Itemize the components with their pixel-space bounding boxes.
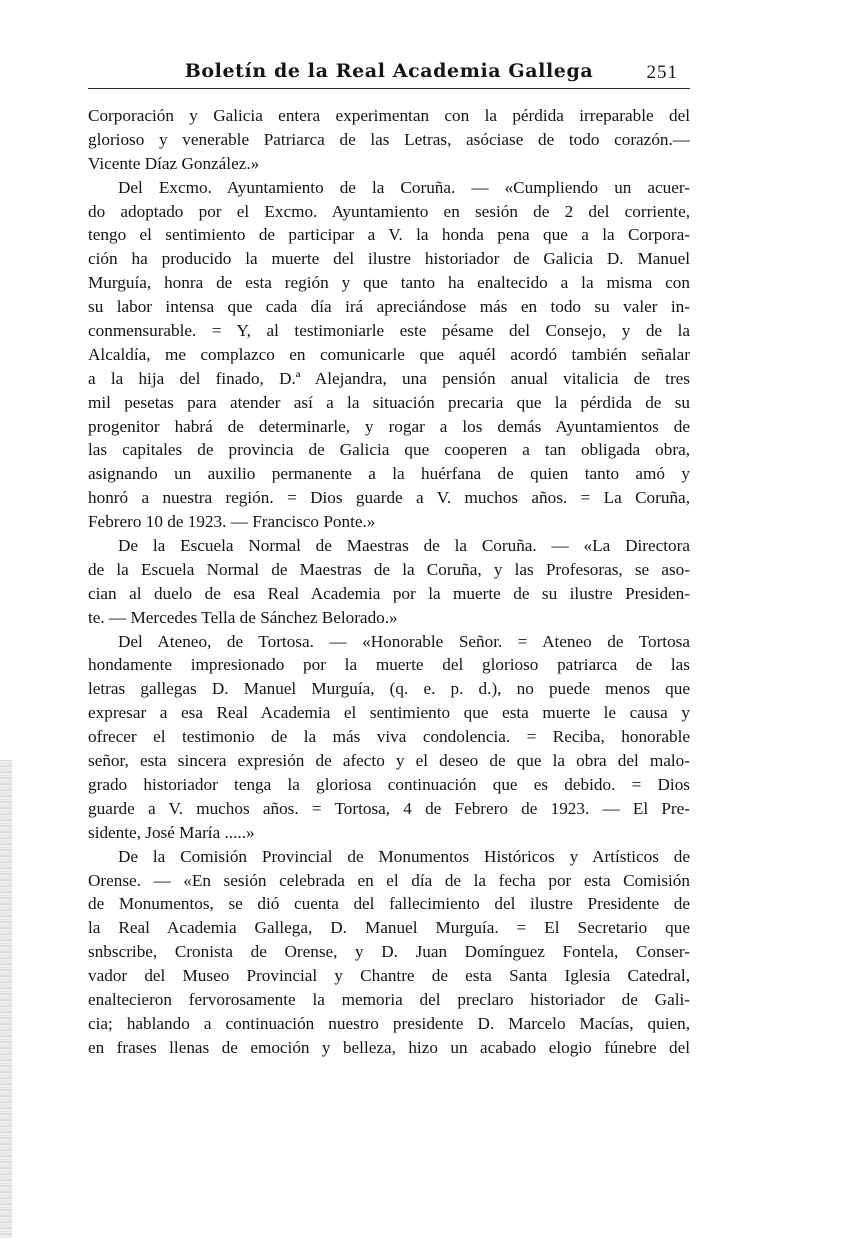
text-line: vador del Museo Provincial y Chantre de esta Santa Iglesia Catedral, (88, 966, 690, 986)
text-line: las capitales de provincia de Galicia que cooperen a tan obligada obra, (88, 440, 690, 460)
text-line: conmensurable. = Y, al testimoniarle este pésame del Consejo, y de la (88, 321, 690, 341)
text-line: glorioso y venerable Patriarca de las Letras, asóciase de todo corazón.— (88, 129, 690, 149)
text-line: ción ha producido la muerte del ilustre historiador de Galicia D. Manuel (88, 249, 690, 269)
text-line: en frases llenas de emoción y belleza, hizo un acabado elogio fúnebre del (88, 1037, 690, 1057)
text-line: Orense. — «En sesión celebrada en el día de la fecha por esta Comisión (88, 870, 690, 890)
text-line: grado historiador tenga la gloriosa continuación que es debido. = Dios (88, 774, 690, 794)
page-number: 251 (646, 62, 678, 83)
running-header (88, 58, 690, 89)
text-line: expresar a esa Real Academia el sentimiento que esta muerte le causa y (88, 703, 690, 723)
text-line: mil pesetas para atender así a la situación precaria que la pérdida de su (88, 392, 690, 412)
text-line: a la hija del finado, D.ª Alejandra, una pensión anual vitalicia de tres (88, 368, 690, 388)
text-line: do adoptado por el Excmo. Ayuntamiento en sesión de 2 del corriente, (88, 201, 690, 221)
journal-title: Boletín de la Real Academia Gallega (184, 60, 594, 82)
text-line: cia; hablando a continuación nuestro presidente D. Marcelo Macías, quien, (88, 1013, 690, 1033)
text-line: guarde a V. muchos años. = Tortosa, 4 de Febrero de 1923. — El Pre- (88, 798, 690, 818)
text-line: te. — Mercedes Tella de Sánchez Belorado.» (88, 607, 398, 627)
text-line: tengo el sentimiento de participar a V. la honda pena que a la Corpora- (88, 225, 690, 245)
body-text (88, 104, 690, 1060)
text-line: asignando un auxilio permanente a la huérfana de quien tanto amó y (88, 464, 690, 484)
text-line: hondamente impresionado por la muerte del glorioso patriarca de las (88, 655, 690, 675)
text-line: Del Excmo. Ayuntamiento de la Coruña. — «Cumpliendo un acuer- (118, 177, 690, 197)
text-line: letras gallegas D. Manuel Murguía, (q. e. p. d.), no puede menos que (88, 679, 690, 699)
text-line: Corporación y Galicia entera experimentan con la pérdida irreparable del (88, 106, 690, 125)
text-line: snbscribe, Cronista de Orense, y D. Juan Domínguez Fontela, Conser- (88, 942, 690, 962)
text-line: Vicente Díaz González.» (88, 153, 260, 173)
text-line: De la Escuela Normal de Maestras de la Coruña. — «La Directora (118, 536, 690, 556)
text-line: de Monumentos, se dió cuenta del fallecimiento del ilustre Presidente de (88, 894, 690, 914)
text-line: señor, esta sincera expresión de afecto y el deseo de que la obra del malo- (88, 751, 690, 771)
text-line: progenitor habrá de determinarle, y rogar a los demás Ayuntamientos de (88, 416, 690, 436)
text-line: ofrecer el testimonio de la más viva condolencia. = Reciba, honorable (88, 727, 690, 747)
text-line: su labor intensa que cada día irá apreciándose más en todo su valer in- (88, 297, 690, 317)
text-line: Del Ateneo, de Tortosa. — «Honorable Señor. = Ateneo de Tortosa (118, 631, 690, 651)
text-line: sidente, José María .....» (88, 822, 255, 842)
text-line: Murguía, honra de esta región y que tanto ha enaltecido a la misma con (88, 273, 690, 293)
text-line: la Real Academia Gallega, D. Manuel Murguía. = El Secretario que (88, 918, 690, 938)
text-line: de la Escuela Normal de Maestras de la Coruña, y las Profesoras, se aso- (88, 559, 690, 579)
text-line: cian al duelo de esa Real Academia por la muerte de su ilustre Presiden- (88, 583, 690, 603)
scan-edge-shadow (0, 760, 12, 1238)
text-line: De la Comisión Provincial de Monumentos Históricos y Artísticos de (118, 846, 690, 866)
text-line: honró a nuestra región. = Dios guarde a V. muchos años. = La Coruña, (88, 488, 690, 508)
text-line: Febrero 10 de 1923. — Francisco Ponte.» (88, 512, 376, 532)
text-line: Alcaldía, me complazco en comunicarle que aquél acordó también señalar (88, 344, 690, 364)
text-line: enaltecieron fervorosamente la memoria del preclaro historiador de Gali- (88, 989, 690, 1009)
